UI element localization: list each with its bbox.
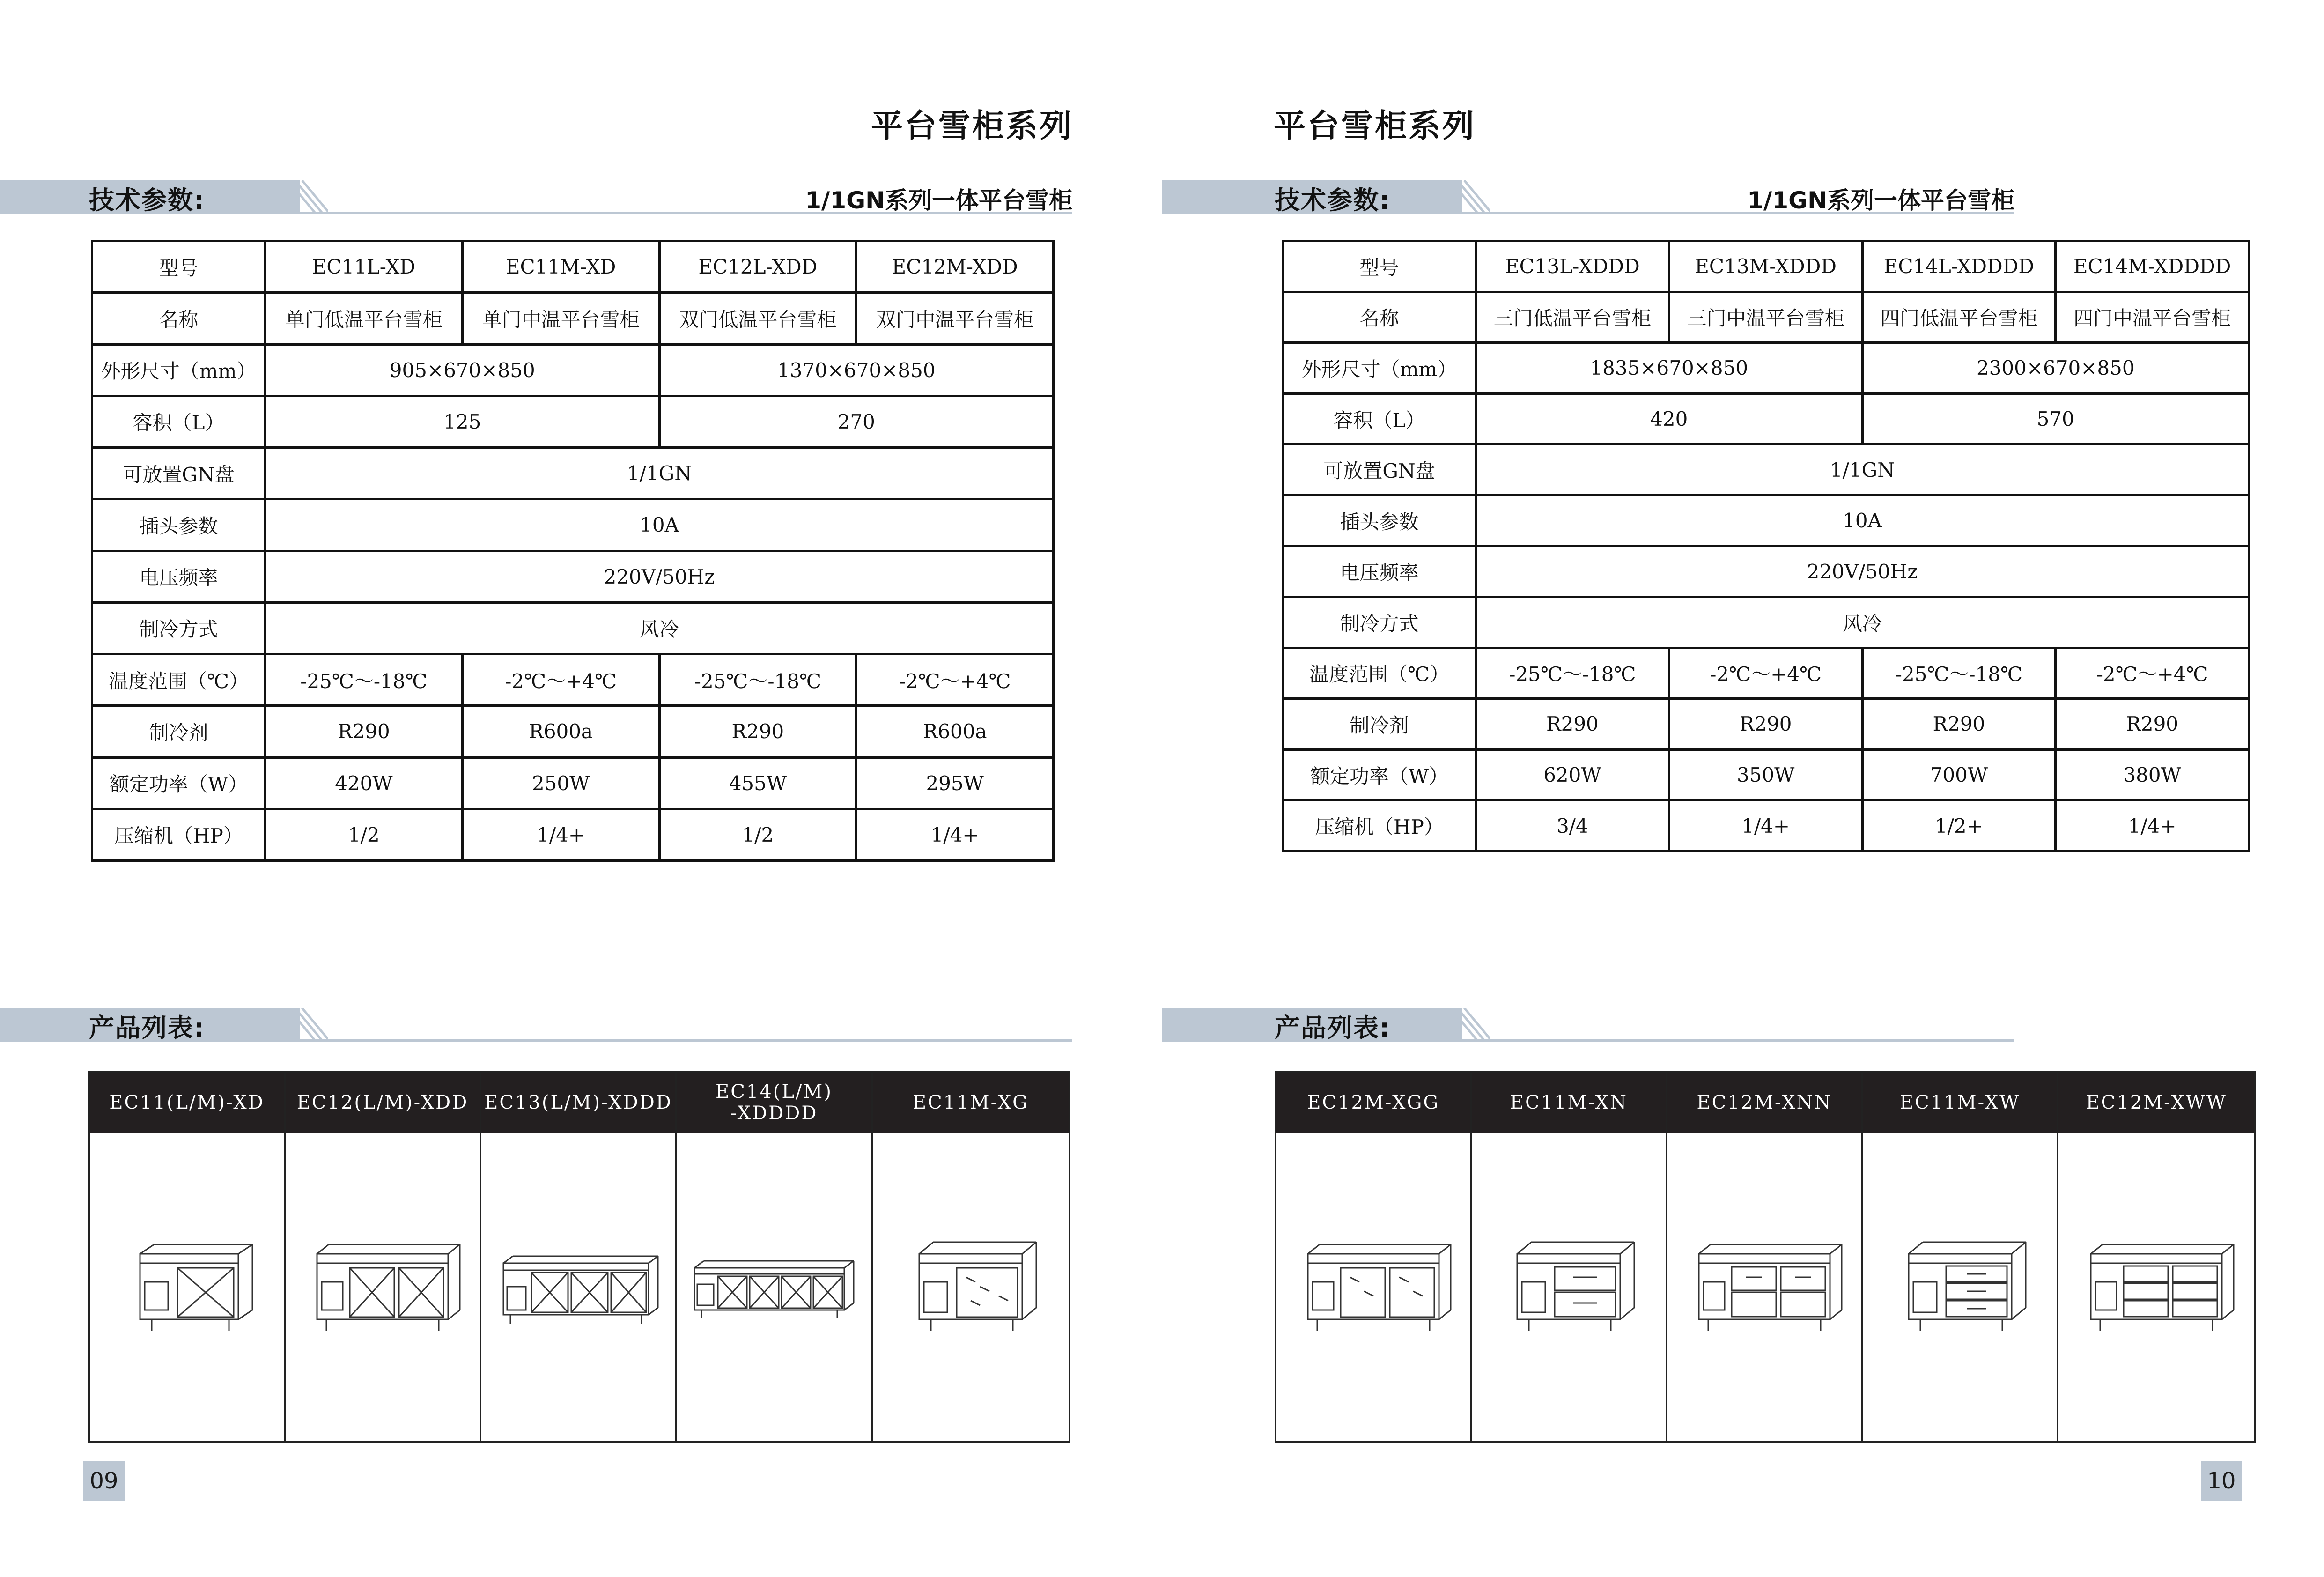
row-voltage <box>1283 546 2249 597</box>
name-label: 名称 <box>92 293 266 344</box>
product-card <box>286 1073 481 1441</box>
size-cell: 2300×670×850 <box>1862 343 2249 394</box>
series-title: 平台雪柜系列 <box>1274 108 1476 145</box>
refrigerant-cell: R600a <box>462 706 659 757</box>
name-cell: 三门中温平台雪柜 <box>1669 292 1862 343</box>
size-cell: 905×670×850 <box>266 344 660 396</box>
power-cell: 420W <box>266 757 463 809</box>
product-card <box>90 1073 286 1441</box>
refrigerant-label: 制冷剂 <box>1283 699 1476 750</box>
model-cell: EC12L-XDD <box>659 241 856 293</box>
refrigerant-cell: R290 <box>266 706 463 757</box>
volume-label: 容积（L） <box>1283 393 1476 444</box>
product-name: EC11(L/M)-XD <box>90 1073 284 1133</box>
product-name: EC14(L/M) -XDDDD <box>677 1073 871 1133</box>
name-cell: 四门中温平台雪柜 <box>2056 292 2249 343</box>
product-image <box>1667 1133 1861 1441</box>
row-size <box>1283 343 2249 394</box>
product-image <box>286 1133 480 1441</box>
row-plug <box>92 499 1054 551</box>
name-cell: 单门中温平台雪柜 <box>462 293 659 344</box>
temp-label: 温度范围（℃） <box>1283 648 1476 699</box>
product-image <box>677 1133 871 1441</box>
cooling-cell: 风冷 <box>266 602 1054 654</box>
power-cell: 455W <box>659 757 856 809</box>
row-compressor <box>92 809 1054 860</box>
product-list-label: 产品列表: <box>89 1013 205 1043</box>
product-name: EC11M-XN <box>1472 1073 1666 1133</box>
gn-cell: 1/1GN <box>266 448 1054 499</box>
refrigerant-label: 制冷剂 <box>92 706 266 757</box>
product-card <box>1667 1073 1863 1441</box>
plug-cell: 10A <box>1476 495 2249 546</box>
power-cell: 620W <box>1476 749 1669 800</box>
row-temp <box>1283 648 2249 699</box>
volume-label: 容积（L） <box>92 396 266 447</box>
volume-cell: 420 <box>1476 393 1863 444</box>
page-number: 09 <box>83 1461 125 1501</box>
model-cell: EC14L-XDDDD <box>1862 241 2056 292</box>
power-cell: 380W <box>2056 749 2249 800</box>
product-grid <box>88 1071 1070 1443</box>
power-cell: 295W <box>856 757 1054 809</box>
temp-cell: -2℃～+4℃ <box>462 654 659 706</box>
product-card <box>873 1073 1069 1441</box>
product-band-line <box>300 1039 1072 1042</box>
power-cell: 250W <box>462 757 659 809</box>
refrigerant-cell: R290 <box>2056 699 2249 750</box>
product-image <box>2058 1133 2254 1441</box>
product-image <box>1276 1133 1470 1441</box>
series-title: 平台雪柜系列 <box>871 108 1074 145</box>
name-cell: 双门中温平台雪柜 <box>856 293 1054 344</box>
product-list-label: 产品列表: <box>1275 1013 1391 1043</box>
temp-cell: -25℃～-18℃ <box>1862 648 2056 699</box>
model-label: 型号 <box>1283 241 1476 292</box>
tech-params-label: 技术参数: <box>89 185 205 215</box>
compressor-cell: 1/4+ <box>2056 800 2249 851</box>
band-stripes-decoration <box>286 180 328 214</box>
product-card <box>677 1073 873 1441</box>
product-name: EC13(L/M)-XDDD <box>481 1073 675 1133</box>
tech-params-label: 技术参数: <box>1275 185 1391 215</box>
row-refrigerant <box>92 706 1054 757</box>
power-label: 额定功率（W） <box>1283 749 1476 800</box>
product-image <box>1472 1133 1666 1441</box>
temp-cell: -25℃～-18℃ <box>1476 648 1669 699</box>
size-cell: 1835×670×850 <box>1476 343 1863 394</box>
volume-cell: 570 <box>1862 393 2249 444</box>
row-cooling <box>1283 597 2249 648</box>
row-volume <box>1283 393 2249 444</box>
model-cell: EC13L-XDDD <box>1476 241 1669 292</box>
refrigerant-cell: R600a <box>856 706 1054 757</box>
plug-label: 插头参数 <box>92 499 266 551</box>
spec-table <box>1282 240 2250 852</box>
compressor-label: 压缩机（HP） <box>1283 800 1476 851</box>
volume-cell: 270 <box>659 396 1054 447</box>
row-power <box>1283 749 2249 800</box>
name-cell: 双门低温平台雪柜 <box>659 293 856 344</box>
temp-cell: -25℃～-18℃ <box>266 654 463 706</box>
name-cell: 单门低温平台雪柜 <box>266 293 463 344</box>
compressor-cell: 1/2 <box>659 809 856 860</box>
plug-label: 插头参数 <box>1283 495 1476 546</box>
model-cell: EC13M-XDDD <box>1669 241 1862 292</box>
product-band-line <box>1462 1039 2014 1042</box>
voltage-cell: 220V/50Hz <box>266 551 1054 602</box>
name-label: 名称 <box>1283 292 1476 343</box>
name-cell: 四门低温平台雪柜 <box>1862 292 2056 343</box>
product-grid <box>1275 1071 2256 1443</box>
product-name: EC11M-XW <box>1863 1073 2057 1133</box>
product-card <box>2058 1073 2254 1441</box>
product-name: EC12M-XNN <box>1667 1073 1861 1133</box>
band-stripes-decoration <box>1448 180 1490 214</box>
compressor-cell: 1/2 <box>266 809 463 860</box>
product-image <box>1863 1133 2057 1441</box>
row-model <box>1283 241 2249 292</box>
row-volume <box>92 396 1054 447</box>
voltage-cell: 220V/50Hz <box>1476 546 2249 597</box>
row-temp <box>92 654 1054 706</box>
row-size <box>92 344 1054 396</box>
refrigerant-cell: R290 <box>1476 699 1669 750</box>
model-cell: EC12M-XDD <box>856 241 1054 293</box>
compressor-cell: 1/2+ <box>1862 800 2056 851</box>
compressor-cell: 1/4+ <box>856 809 1054 860</box>
product-card <box>1472 1073 1668 1441</box>
gn-label: 可放置GN盘 <box>1283 444 1476 496</box>
compressor-label: 压缩机（HP） <box>92 809 266 860</box>
compressor-cell: 1/4+ <box>462 809 659 860</box>
power-cell: 350W <box>1669 749 1862 800</box>
model-label: 型号 <box>92 241 266 293</box>
product-card <box>1276 1073 1472 1441</box>
model-cell: EC14M-XDDDD <box>2056 241 2249 292</box>
row-compressor <box>1283 800 2249 851</box>
row-voltage <box>92 551 1054 602</box>
row-model <box>92 241 1054 293</box>
product-name: EC11M-XG <box>873 1073 1069 1133</box>
power-label: 额定功率（W） <box>92 757 266 809</box>
size-label: 外形尺寸（mm） <box>1283 343 1476 394</box>
row-plug <box>1283 495 2249 546</box>
product-image <box>90 1133 284 1441</box>
size-label: 外形尺寸（mm） <box>92 344 266 396</box>
row-refrigerant <box>1283 699 2249 750</box>
product-name: EC12M-XGG <box>1276 1073 1470 1133</box>
cooling-cell: 风冷 <box>1476 597 2249 648</box>
temp-cell: -25℃～-18℃ <box>659 654 856 706</box>
product-name: EC12M-XWW <box>2058 1073 2254 1133</box>
compressor-cell: 3/4 <box>1476 800 1669 851</box>
gn-cell: 1/1GN <box>1476 444 2249 496</box>
temp-cell: -2℃～+4℃ <box>856 654 1054 706</box>
row-cooling <box>92 602 1054 654</box>
volume-cell: 125 <box>266 396 660 447</box>
compressor-cell: 1/4+ <box>1669 800 1862 851</box>
spec-table <box>91 240 1055 862</box>
model-cell: EC11M-XD <box>462 241 659 293</box>
subtitle: 1/1GN系列一体平台雪柜 <box>1747 187 2014 214</box>
page-number: 10 <box>2201 1461 2242 1501</box>
product-card <box>1863 1073 2059 1441</box>
subtitle: 1/1GN系列一体平台雪柜 <box>805 187 1072 214</box>
row-power <box>92 757 1054 809</box>
refrigerant-cell: R290 <box>1669 699 1862 750</box>
voltage-label: 电压频率 <box>92 551 266 602</box>
refrigerant-cell: R290 <box>1862 699 2056 750</box>
product-card <box>481 1073 677 1441</box>
plug-cell: 10A <box>266 499 1054 551</box>
row-gn <box>92 448 1054 499</box>
product-image <box>481 1133 675 1441</box>
size-cell: 1370×670×850 <box>659 344 1054 396</box>
gn-label: 可放置GN盘 <box>92 448 266 499</box>
refrigerant-cell: R290 <box>659 706 856 757</box>
band-stripes-decoration <box>286 1008 328 1042</box>
page-10 <box>1162 0 2324 1577</box>
band-stripes-decoration <box>1448 1008 1490 1042</box>
row-name <box>92 293 1054 344</box>
power-cell: 700W <box>1862 749 2056 800</box>
row-name <box>1283 292 2249 343</box>
row-gn <box>1283 444 2249 496</box>
cooling-label: 制冷方式 <box>92 602 266 654</box>
product-name: EC12(L/M)-XDD <box>286 1073 480 1133</box>
temp-label: 温度范围（℃） <box>92 654 266 706</box>
name-cell: 三门低温平台雪柜 <box>1476 292 1669 343</box>
product-image <box>873 1133 1069 1441</box>
model-cell: EC11L-XD <box>266 241 463 293</box>
temp-cell: -2℃～+4℃ <box>1669 648 1862 699</box>
voltage-label: 电压频率 <box>1283 546 1476 597</box>
cooling-label: 制冷方式 <box>1283 597 1476 648</box>
temp-cell: -2℃～+4℃ <box>2056 648 2249 699</box>
